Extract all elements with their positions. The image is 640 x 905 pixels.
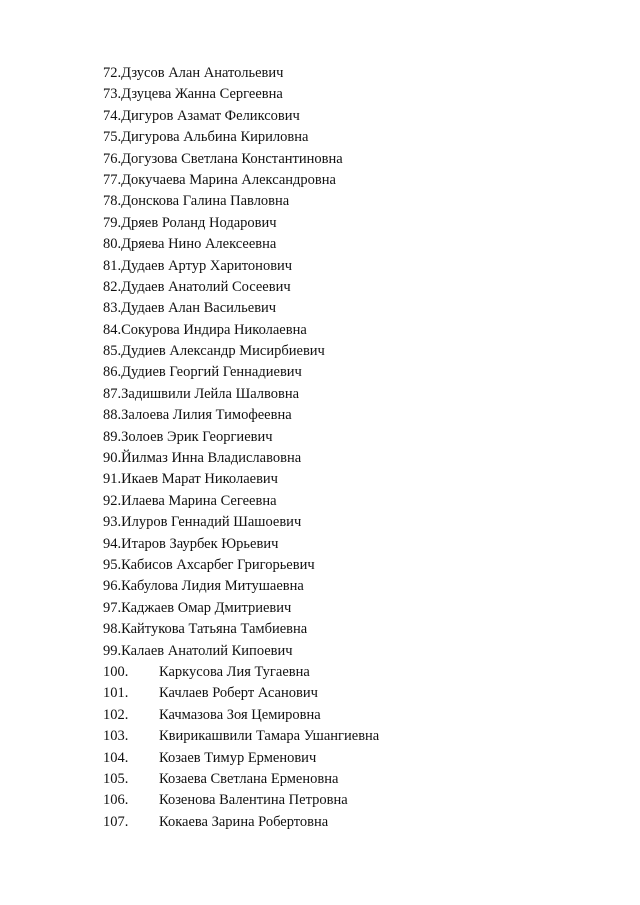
list-item (103, 469, 379, 490)
item-number: 91. (103, 471, 122, 488)
item-name: Каджаев Омар Дмитриевич (121, 599, 292, 616)
item-name: Докучаева Марина Александровна (121, 171, 336, 188)
list-item (103, 512, 379, 533)
item-name: Залоева Лилия Тимофеевна (121, 407, 292, 424)
item-name: Кабисов Ахсарбег Григорьевич (121, 556, 315, 573)
item-number: 97. (103, 599, 122, 616)
list-item (103, 191, 379, 212)
list-item (103, 491, 379, 512)
item-number: 72. (103, 65, 122, 81)
item-number: 75. (103, 129, 122, 146)
item-name: Дряева Нино Алексеевна (121, 236, 277, 253)
item-name: Козаева Светлана Ерменовна (159, 770, 339, 787)
list-item (103, 213, 379, 234)
item-number: 102. (103, 706, 129, 723)
list-item (103, 384, 379, 405)
item-number: 85. (103, 343, 122, 360)
item-name: Дудаев Алан Васильевич (121, 300, 277, 317)
item-number: 95. (103, 556, 122, 573)
list-item (103, 683, 379, 704)
list-item (103, 448, 379, 469)
item-name: Дряев Роланд Нодарович (121, 214, 277, 231)
item-name: Задишвили Лейла Шалвовна (121, 385, 300, 402)
item-name: Золоев Эрик Георгиевич (121, 428, 273, 445)
item-name: Козенова Валентина Петровна (159, 792, 348, 809)
list-item (103, 362, 379, 383)
item-number: 96. (103, 578, 122, 595)
list-item (103, 320, 379, 341)
item-number: 77. (103, 171, 122, 188)
item-number: 107. (103, 813, 129, 830)
item-name: Кокаева Зарина Робертовна (159, 813, 329, 830)
item-name: Дзуцева Жанна Сергеевна (121, 86, 283, 103)
item-number: 84. (103, 321, 122, 338)
list-item (103, 298, 379, 319)
list-item (103, 84, 379, 105)
list-item (103, 769, 379, 790)
item-name: Дигуров Азамат Феликсович (121, 107, 300, 124)
item-name: Дудиев Александр Мисирбиевич (121, 343, 325, 360)
item-number: 90. (103, 450, 122, 467)
item-number: 100. (103, 663, 129, 680)
item-number: 98. (103, 621, 122, 638)
item-number: 105. (103, 770, 129, 787)
list-item (103, 106, 379, 127)
item-number: 83. (103, 300, 122, 317)
list-item (103, 619, 379, 640)
item-name: Илуров Геннадий Шашоевич (121, 514, 302, 531)
item-number: 73. (103, 86, 122, 103)
list-item (103, 641, 379, 662)
item-name: Йилмаз Инна Владиславовна (121, 450, 302, 467)
list-item (103, 63, 379, 84)
item-number: 94. (103, 535, 122, 552)
list-item (103, 534, 379, 555)
item-name: Донскова Галина Павловна (121, 193, 290, 210)
item-name: Кабулова Лидия Митушаевна (121, 578, 304, 595)
item-name: Дзусов Алан Анатольевич (121, 65, 284, 81)
item-name: Качлаев Роберт Асанович (159, 685, 318, 702)
item-number: 88. (103, 407, 122, 424)
item-number: 101. (103, 685, 129, 702)
list-item (103, 127, 379, 148)
item-number: 87. (103, 385, 122, 402)
item-number: 76. (103, 150, 122, 167)
item-number: 93. (103, 514, 122, 531)
item-number: 104. (103, 749, 129, 766)
list-item (103, 598, 379, 619)
item-name: Кайтукова Татьяна Тамбиевна (121, 621, 308, 638)
list-item (103, 234, 379, 255)
list-item (103, 555, 379, 576)
item-number: 82. (103, 278, 122, 295)
item-name: Дудиев Георгий Геннадиевич (121, 364, 302, 381)
item-name: Дигурова Альбина Кириловна (121, 129, 309, 146)
item-name: Качмазова Зоя Цемировна (159, 706, 321, 723)
item-name: Козаев Тимур Ерменович (159, 749, 317, 766)
list-item (103, 812, 379, 833)
item-name: Догузова Светлана Константиновна (121, 150, 343, 167)
list-item (103, 705, 379, 726)
list-item (103, 576, 379, 597)
list-item (103, 405, 379, 426)
item-number: 74. (103, 107, 122, 124)
item-number: 78. (103, 193, 122, 210)
item-name: Икаев Марат Николаевич (121, 471, 278, 488)
list-item (103, 341, 379, 362)
item-number: 80. (103, 236, 122, 253)
list-item (103, 726, 379, 747)
item-name: Илаева Марина Сегеевна (121, 492, 277, 509)
item-number: 81. (103, 257, 122, 274)
item-number: 106. (103, 792, 129, 809)
item-name: Итаров Заурбек Юрьевич (121, 535, 279, 552)
list-item (103, 277, 379, 298)
item-name: Каркусова Лия Тугаевна (159, 663, 310, 680)
list-item (103, 256, 379, 277)
list-item (103, 149, 379, 170)
item-number: 89. (103, 428, 122, 445)
item-name: Дудаев Артур Харитонович (121, 257, 293, 274)
item-number: 99. (103, 642, 122, 659)
item-number: 79. (103, 214, 122, 231)
list-item (103, 170, 379, 191)
item-number: 86. (103, 364, 122, 381)
list-item (103, 790, 379, 811)
item-name: Квирикашвили Тамара Ушангиевна (159, 728, 380, 745)
name-list (103, 63, 379, 833)
list-item (103, 662, 379, 683)
list-item (103, 748, 379, 769)
item-name: Дудаев Анатолий Сосеевич (121, 278, 291, 295)
item-number: 103. (103, 728, 129, 745)
list-item (103, 427, 379, 448)
item-name: Сокурова Индира Николаевна (121, 321, 307, 338)
item-name: Калаев Анатолий Кипоевич (121, 642, 293, 659)
item-number: 92. (103, 492, 122, 509)
